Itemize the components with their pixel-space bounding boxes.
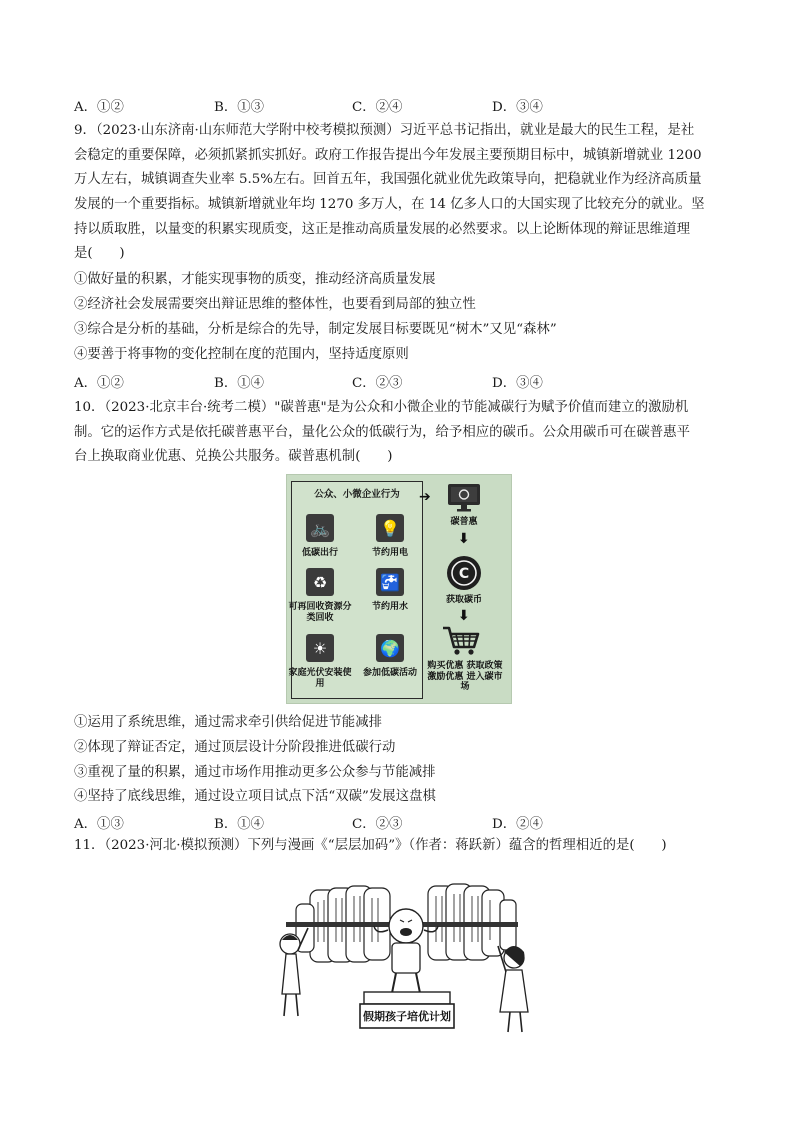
behavior-box bbox=[288, 481, 423, 699]
q9-option-c[interactable]: C．②③ bbox=[352, 376, 403, 391]
q10-options bbox=[74, 813, 734, 832]
q9-statement-3: ③综合是分析的基础，分析是综合的先导，制定发展目标要既见“树木”又见“森林” bbox=[74, 322, 557, 337]
q9-stem-line-6: 是( ) bbox=[74, 246, 125, 261]
faucet-icon: 🚰 bbox=[376, 568, 404, 596]
q10-option-b[interactable]: B．①④ bbox=[214, 817, 265, 832]
label-carbon-inclusive: 碳普惠 bbox=[450, 517, 478, 527]
behavior-box-title: 公众、小微企业行为 bbox=[314, 489, 400, 500]
globe-hands-icon: 🌍 bbox=[376, 634, 404, 662]
q10-statement-4: ④坚持了底线思维，通过设立项目试点下活“双碳”发展这盘棋 bbox=[74, 789, 436, 804]
q9-option-b[interactable]: B．①④ bbox=[214, 376, 265, 391]
q8-option-c[interactable]: C．②④ bbox=[352, 100, 403, 115]
right-arrow-icon: ➔ bbox=[419, 489, 431, 505]
carbon-coin-icon bbox=[446, 555, 482, 591]
q10-stem-line-3: 台上换取商业优惠、兑换公共服务。碳普惠机制( ) bbox=[74, 449, 393, 464]
q9-options bbox=[74, 372, 734, 391]
bicycle-icon: 🚲 bbox=[306, 514, 334, 542]
q9-stem-line-5: 持以质取胜，以量变的积累实现质变，这正是推动高质量发展的必然要求。以上论断体现的辩证思维道理 bbox=[74, 222, 690, 237]
monitor-icon bbox=[447, 483, 481, 513]
q9-option-d[interactable]: D．③④ bbox=[492, 376, 543, 391]
q8-option-a[interactable]: A．①② bbox=[74, 100, 124, 115]
item-solar-pv: 家庭光伏安装使用 bbox=[288, 668, 352, 689]
q10-option-c[interactable]: C．②③ bbox=[352, 817, 403, 832]
q8-options bbox=[74, 96, 734, 115]
q10-stem-line-1: 10．（2023·北京丰台·统考二模）"碳普惠"是为公众和小微企业的节能减碳行为赋予价值而建立的激励机 bbox=[74, 400, 689, 415]
solar-panel-icon: ☀ bbox=[306, 634, 334, 662]
item-save-electricity: 节约用电 bbox=[371, 548, 408, 558]
label-purchase-benefits: 购买优惠 获取政策激励优惠 进入碳市场 bbox=[427, 661, 503, 692]
q10-statement-2: ②体现了辩证否定，通过顶层设计分阶段推进低碳行动 bbox=[74, 740, 396, 755]
cartoon-caption: 假期孩子培优计划 bbox=[363, 1010, 451, 1023]
q9-stem-line-2: 会稳定的重要保障，必须抓紧抓实抓好。政府工作报告提出今年发展主要预期目标中，城镇新增就业 1200 bbox=[74, 148, 702, 163]
item-save-water: 节约用水 bbox=[371, 602, 408, 612]
q11-stem: 11．（2023·河北·模拟预测）下列与漫画《“层层加码”》（作者：蒋跃新）蕴含的哲理相近的是( ) bbox=[74, 838, 667, 853]
lightbulb-icon: 💡 bbox=[376, 514, 404, 542]
item-low-carbon-travel: 低碳出行 bbox=[301, 548, 338, 558]
svg-text:C: C bbox=[458, 566, 470, 582]
q9-stem-line-3: 万人左右，城镇调查失业率 5.5%左右。回首五年，我国强化就业优先政策导向，把稳就业作为经济高质量 bbox=[74, 172, 702, 187]
q10-statement-1: ①运用了系统思维，通过需求牵引供给促进节能减排 bbox=[74, 715, 382, 730]
q9-stem-line-4: 发展的一个重要指标。城镇新增就业年均 1270 多万人，在 14 亿多人口的大国实现了比较充分的就业。坚 bbox=[74, 197, 705, 212]
label-get-carbon-coin: 获取碳币 bbox=[445, 595, 482, 605]
q10-stem-line-2: 制。它的运作方式是依托碳普惠平台，量化公众的低碳行为，给予相应的碳币。公众用碳币可在碳普惠平 bbox=[74, 425, 690, 440]
q9-statement-4: ④要善于将事物的变化控制在度的范围内，坚持适度原则 bbox=[74, 347, 409, 362]
item-low-carbon-activity: 参加低碳活动 bbox=[362, 668, 417, 678]
item-recycling: 可再回收资源分类回收 bbox=[288, 602, 352, 623]
cartoon-layered-burden bbox=[266, 880, 536, 1040]
shopping-cart-icon bbox=[441, 625, 481, 657]
q9-statement-1: ①做好量的积累，才能实现事物的质变，推动经济高质量发展 bbox=[74, 272, 436, 287]
q10-option-d[interactable]: D．②④ bbox=[492, 817, 543, 832]
q8-option-d[interactable]: D．③④ bbox=[492, 100, 543, 115]
q8-option-b[interactable]: B．①③ bbox=[214, 100, 265, 115]
carbon-inclusive-figure bbox=[286, 474, 512, 704]
down-arrow-icon-2: ⬇ bbox=[458, 608, 470, 624]
q9-statement-2: ②经济社会发展需要突出辩证思维的整体性，也要看到局部的独立性 bbox=[74, 297, 476, 312]
q9-option-a[interactable]: A．①② bbox=[74, 376, 124, 391]
recycle-bin-icon: ♻ bbox=[306, 568, 334, 596]
q9-stem-line-1: 9．（2023·山东济南·山东师范大学附中校考模拟预测）习近平总书记指出，就业是最大的民生工程，是社 bbox=[74, 123, 695, 138]
q10-statement-3: ③重视了量的积累，通过市场作用推动更多公众参与节能减排 bbox=[74, 765, 436, 780]
down-arrow-icon: ⬇ bbox=[458, 531, 470, 547]
q10-option-a[interactable]: A．①③ bbox=[74, 817, 124, 832]
